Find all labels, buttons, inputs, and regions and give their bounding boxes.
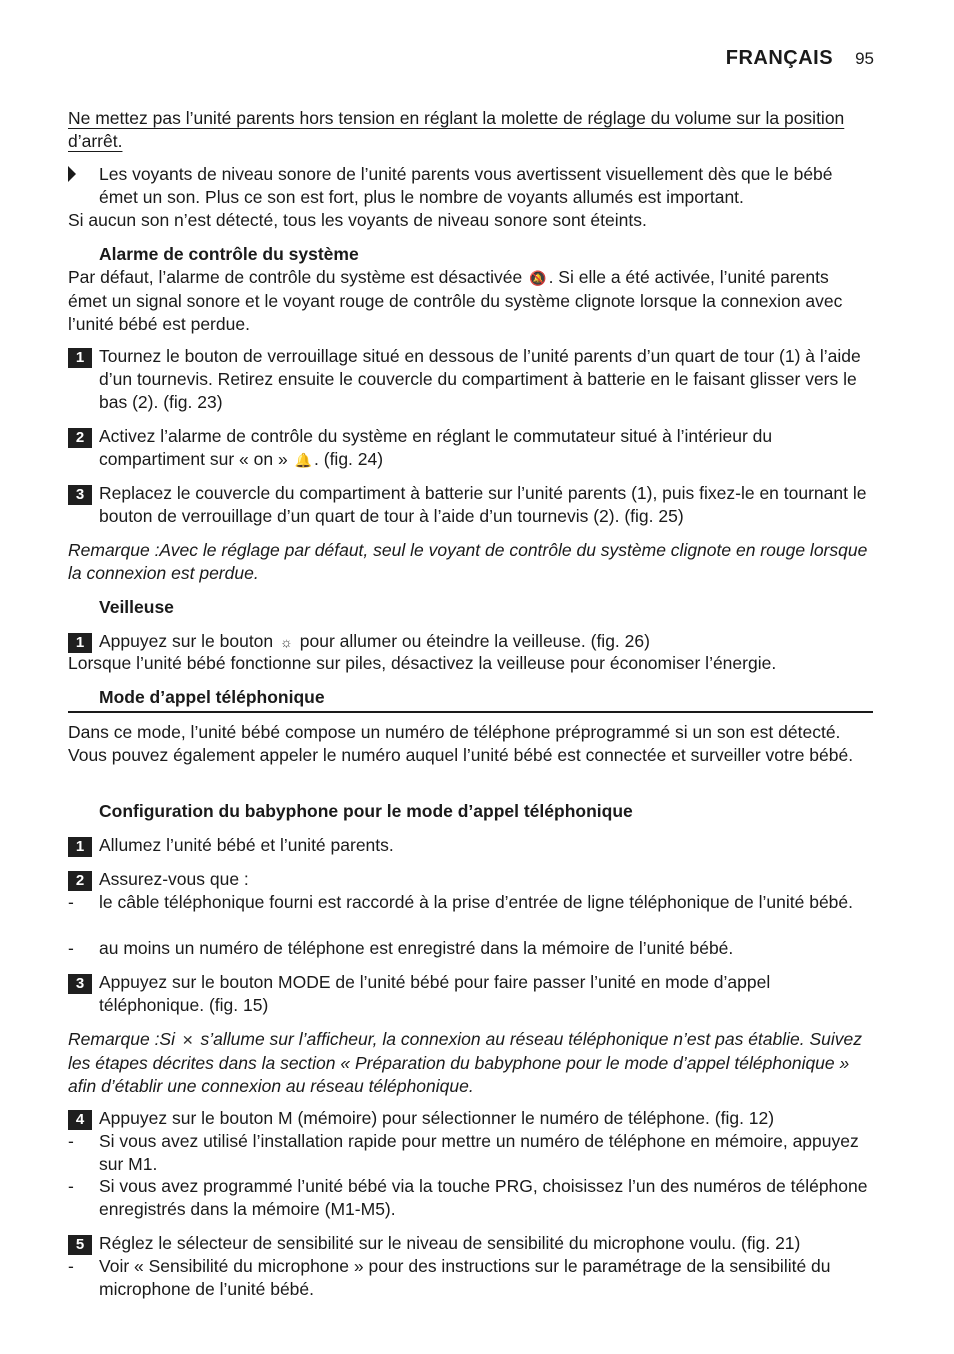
dash-marker: - bbox=[68, 1131, 74, 1151]
step-number: 4 bbox=[68, 1110, 92, 1130]
step-number: 1 bbox=[68, 348, 92, 368]
page-number: 95 bbox=[855, 49, 874, 68]
alarm-on-icon: 🔔 bbox=[294, 452, 313, 468]
nightlight-step: Appuyez sur le bouton ☼ pour allumer ou éteindre la veilleuse. (fig. 26) bbox=[99, 630, 871, 654]
language-label: FRANÇAIS bbox=[725, 47, 834, 69]
step-text: Activez l’alarme de contrôle du système en réglant le commutateur situé à l’intérieur du compartiment sur « on » 🔔 . (fig. 24) bbox=[99, 425, 871, 472]
dash-item: le câble téléphonique fourni est raccordé à la prise d’entrée de ligne téléphonique de l’unité bébé. bbox=[99, 892, 854, 912]
step-text: Tournez le bouton de verrouillage situé en dessous de l’unité parents d’un quart de tour (1) à l’aide d’un tournevis. Retirez ensuite le couvercle du compartiment à batterie en le faisant glisser vers le bas (2). (fig. 23) bbox=[99, 346, 861, 412]
phone-mode-heading: Mode d’appel téléphonique bbox=[99, 687, 325, 707]
page-header bbox=[726, 47, 874, 70]
step-number: 2 bbox=[68, 871, 92, 891]
step-text: Appuyez sur le bouton MODE de l’unité bébé pour faire passer l’unité en mode d’appel téléphonique. (fig. 15) bbox=[99, 972, 771, 1015]
dash-item: Voir « Sensibilité du microphone » pour des instructions sur le paramétrage de la sensibilité du microphone de l’unité bébé. bbox=[99, 1256, 831, 1299]
step-text: Réglez le sélecteur de sensibilité sur le niveau de sensibilité du microphone voulu. (fig. 21) bbox=[99, 1233, 801, 1253]
level-lights-note: Si aucun son n’est détecté, tous les voyants de niveau sonore sont éteints. bbox=[68, 210, 647, 230]
dash-item: Si vous avez utilisé l’installation rapide pour mettre un numéro de téléphone en mémoire, appuyez sur M1. bbox=[99, 1131, 859, 1174]
dash-marker: - bbox=[68, 938, 74, 958]
no-network-icon: ✕ bbox=[181, 1032, 194, 1048]
step-number: 3 bbox=[68, 974, 92, 994]
step-number: 1 bbox=[68, 837, 92, 857]
step-text: Assurez-vous que : bbox=[99, 869, 249, 889]
phone-setup-heading: Configuration du babyphone pour le mode d’appel téléphonique bbox=[99, 801, 633, 821]
step-text: Appuyez sur le bouton M (mémoire) pour sélectionner le numéro de téléphone. (fig. 12) bbox=[99, 1108, 775, 1128]
dash-marker: - bbox=[68, 1176, 74, 1196]
dash-marker: - bbox=[68, 892, 74, 912]
step-number: 1 bbox=[68, 633, 92, 653]
system-alarm-remark: Remarque :Avec le réglage par défaut, seul le voyant de contrôle du système clignote en rouge lorsque la connexion est perdue. bbox=[68, 540, 868, 583]
system-alarm-intro: Par défaut, l’alarme de contrôle du système est désactivée 🔕 . Si elle a été activée, l’unité parents émet un signal sonore et le voyant rouge de contrôle du système clignote lorsque la connexion avec l’unité bébé est perdue. bbox=[68, 267, 843, 334]
phone-mode-intro: Dans ce mode, l’unité bébé compose un numéro de téléphone préprogrammé si un son est détecté. Vous pouvez également appeler le numéro auquel l’unité bébé est connectée et surveiller votre bébé. bbox=[68, 722, 854, 765]
system-alarm-heading: Alarme de contrôle du système bbox=[99, 244, 359, 264]
section-divider bbox=[68, 711, 873, 713]
step-number: 5 bbox=[68, 1235, 92, 1255]
dash-item: au moins un numéro de téléphone est enregistré dans la mémoire de l’unité bébé. bbox=[99, 938, 734, 958]
alarm-off-icon: 🔕 bbox=[529, 270, 547, 286]
step-number: 2 bbox=[68, 428, 92, 448]
warning-text: Ne mettez pas l’unité parents hors tension en réglant la molette de réglage du volume sur la position d’arrêt. bbox=[68, 108, 845, 151]
dash-marker: - bbox=[68, 1256, 74, 1276]
step-text: Replacez le couvercle du compartiment à batterie sur l’unité parents (1), puis fixez-le en tournant le bouton de verrouillage d’un quart de tour à l’aide d’un tournevis (2). (fig. 25) bbox=[99, 483, 867, 526]
triangle-bullet-icon bbox=[68, 166, 76, 182]
nightlight-note: Lorsque l’unité bébé fonctionne sur piles, désactivez la veilleuse pour économiser l’énergie. bbox=[68, 653, 777, 673]
level-lights-text: Les voyants de niveau sonore de l’unité parents vous avertissent visuellement dès que le bébé émet un son. Plus ce son est fort, plus le nombre de voyants allumés est important. bbox=[99, 164, 833, 207]
step-number: 3 bbox=[68, 485, 92, 505]
dash-item: Si vous avez programmé l’unité bébé via la touche PRG, choisissez l’un des numéros de téléphone enregistrés dans la mémoire (M1-M5). bbox=[99, 1176, 868, 1219]
nightlight-icon: ☼ bbox=[280, 634, 293, 650]
step-text: Allumez l’unité bébé et l’unité parents. bbox=[99, 835, 394, 855]
phone-remark: Remarque :Si ✕ s’allume sur l’afficheur, la connexion au réseau téléphonique n’est pas établie. Suivez les étapes décrites dans la section « Préparation du babyphone pour le mode d’appel téléphonique » afin d’établir une connexion au réseau téléphonique. bbox=[68, 1029, 863, 1096]
nightlight-heading: Veilleuse bbox=[99, 597, 174, 617]
